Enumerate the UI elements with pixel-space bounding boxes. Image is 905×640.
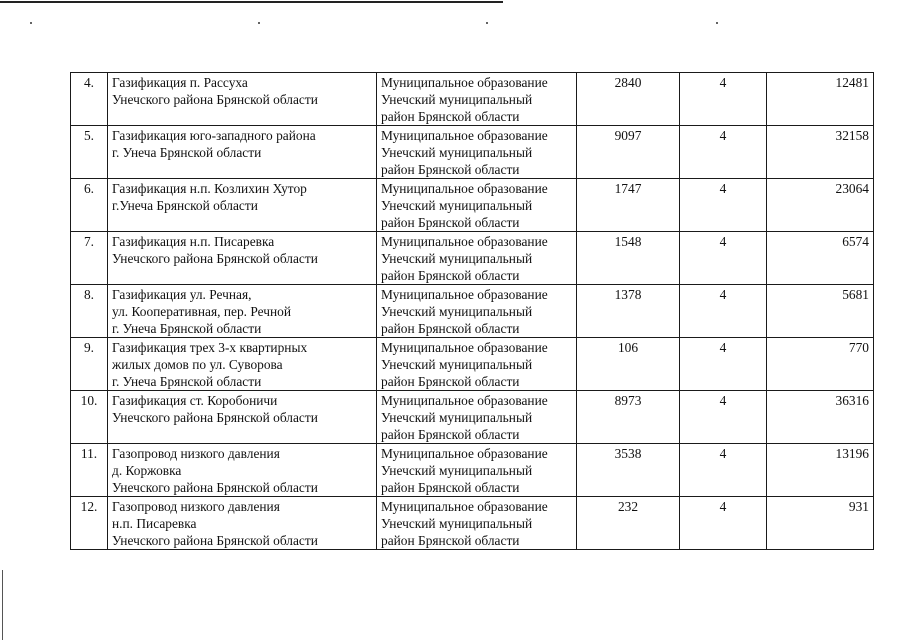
row-number: 7.: [71, 232, 108, 285]
scan-speck: [30, 22, 32, 24]
object-name-line: Газификация н.п. Козлихин Хутор: [112, 181, 307, 196]
owner-line: Унечский муниципальный: [381, 463, 533, 478]
object-name: [108, 391, 377, 444]
value-c: 931: [767, 497, 874, 550]
value-c: 32158: [767, 126, 874, 179]
object-name-line: Унечского района Брянской области: [112, 480, 318, 495]
owner-line: район Брянской области: [381, 427, 520, 442]
owner-line: район Брянской области: [381, 109, 520, 124]
owner-line: Муниципальное образование: [381, 181, 548, 196]
owner-line: Муниципальное образование: [381, 234, 548, 249]
object-name-line: Газификация ул. Речная,: [112, 287, 252, 302]
value-c: 23064: [767, 179, 874, 232]
owner-name: [377, 126, 577, 179]
table-row: [71, 232, 874, 285]
owner-line: Муниципальное образование: [381, 446, 548, 461]
object-name: [108, 444, 377, 497]
object-name-line: г. Унеча Брянской области: [112, 145, 262, 160]
value-c: 6574: [767, 232, 874, 285]
object-name: [108, 126, 377, 179]
scan-left-edge: [2, 570, 3, 640]
owner-line: Унечский муниципальный: [381, 145, 533, 160]
gasification-table: [70, 72, 874, 550]
value-b: 4: [680, 285, 767, 338]
value-b: 4: [680, 497, 767, 550]
owner-name: [377, 73, 577, 126]
row-number: 4.: [71, 73, 108, 126]
object-name-line: Газификация п. Рассуха: [112, 75, 248, 90]
row-number: 11.: [71, 444, 108, 497]
owner-line: Унечский муниципальный: [381, 304, 533, 319]
owner-name: [377, 285, 577, 338]
owner-line: Унечский муниципальный: [381, 357, 533, 372]
value-c: 13196: [767, 444, 874, 497]
row-number: 12.: [71, 497, 108, 550]
value-b: 4: [680, 391, 767, 444]
owner-line: Муниципальное образование: [381, 340, 548, 355]
object-name-line: Газификация юго-западного района: [112, 128, 316, 143]
object-name-line: Унечского района Брянской области: [112, 410, 318, 425]
owner-line: Унечский муниципальный: [381, 92, 533, 107]
table-row: [71, 73, 874, 126]
value-a: 2840: [577, 73, 680, 126]
value-a: 1378: [577, 285, 680, 338]
owner-line: Муниципальное образование: [381, 128, 548, 143]
owner-name: [377, 338, 577, 391]
table-row: [71, 444, 874, 497]
scan-top-border: [0, 1, 503, 3]
value-b: 4: [680, 444, 767, 497]
value-a: 9097: [577, 126, 680, 179]
object-name-line: Унечского района Брянской области: [112, 92, 318, 107]
value-a: 1747: [577, 179, 680, 232]
owner-line: Унечский муниципальный: [381, 251, 533, 266]
object-name: [108, 338, 377, 391]
object-name: [108, 179, 377, 232]
object-name: [108, 285, 377, 338]
scan-speck: [716, 22, 718, 24]
object-name-line: Унечского района Брянской области: [112, 533, 318, 548]
value-a: 232: [577, 497, 680, 550]
owner-line: район Брянской области: [381, 162, 520, 177]
value-b: 4: [680, 338, 767, 391]
object-name-line: Газификация трех 3-х квартирных: [112, 340, 308, 355]
value-c: 12481: [767, 73, 874, 126]
object-name-line: Унечского района Брянской области: [112, 251, 318, 266]
object-name-line: н.п. Писаревка: [112, 516, 197, 531]
owner-line: Муниципальное образование: [381, 287, 548, 302]
value-a: 8973: [577, 391, 680, 444]
value-a: 1548: [577, 232, 680, 285]
value-b: 4: [680, 232, 767, 285]
owner-line: Муниципальное образование: [381, 499, 548, 514]
owner-line: Унечский муниципальный: [381, 516, 533, 531]
owner-line: район Брянской области: [381, 374, 520, 389]
owner-line: район Брянской области: [381, 533, 520, 548]
scan-speck: [258, 22, 260, 24]
object-name-line: Газопровод низкого давления: [112, 446, 280, 461]
owner-name: [377, 444, 577, 497]
owner-line: Муниципальное образование: [381, 75, 548, 90]
owner-line: Муниципальное образование: [381, 393, 548, 408]
table-row: [71, 285, 874, 338]
table-row: [71, 126, 874, 179]
owner-line: район Брянской области: [381, 268, 520, 283]
object-name: [108, 73, 377, 126]
owner-line: район Брянской области: [381, 215, 520, 230]
table-body: [71, 73, 874, 550]
value-a: 106: [577, 338, 680, 391]
object-name-line: г.Унеча Брянской области: [112, 198, 258, 213]
row-number: 8.: [71, 285, 108, 338]
object-name-line: Газопровод низкого давления: [112, 499, 280, 514]
table-row: [71, 391, 874, 444]
owner-name: [377, 391, 577, 444]
value-a: 3538: [577, 444, 680, 497]
value-b: 4: [680, 126, 767, 179]
owner-name: [377, 497, 577, 550]
value-c: 770: [767, 338, 874, 391]
owner-line: район Брянской области: [381, 480, 520, 495]
row-number: 10.: [71, 391, 108, 444]
object-name-line: ул. Кооперативная, пер. Речной: [112, 304, 291, 319]
row-number: 5.: [71, 126, 108, 179]
object-name-line: д. Коржовка: [112, 463, 182, 478]
object-name-line: жилых домов по ул. Суворова: [112, 357, 283, 372]
owner-line: Унечский муниципальный: [381, 198, 533, 213]
row-number: 6.: [71, 179, 108, 232]
owner-name: [377, 232, 577, 285]
object-name-line: Газификация ст. Коробоничи: [112, 393, 278, 408]
scan-speck: [486, 22, 488, 24]
value-c: 36316: [767, 391, 874, 444]
object-name-line: г. Унеча Брянской области: [112, 374, 262, 389]
object-name: [108, 497, 377, 550]
owner-line: Унечский муниципальный: [381, 410, 533, 425]
object-name: [108, 232, 377, 285]
value-b: 4: [680, 179, 767, 232]
object-name-line: г. Унеча Брянской области: [112, 321, 262, 336]
table-row: [71, 179, 874, 232]
value-c: 5681: [767, 285, 874, 338]
row-number: 9.: [71, 338, 108, 391]
owner-line: район Брянской области: [381, 321, 520, 336]
owner-name: [377, 179, 577, 232]
object-name-line: Газификация н.п. Писаревка: [112, 234, 275, 249]
value-b: 4: [680, 73, 767, 126]
table-row: [71, 338, 874, 391]
table-row: [71, 497, 874, 550]
